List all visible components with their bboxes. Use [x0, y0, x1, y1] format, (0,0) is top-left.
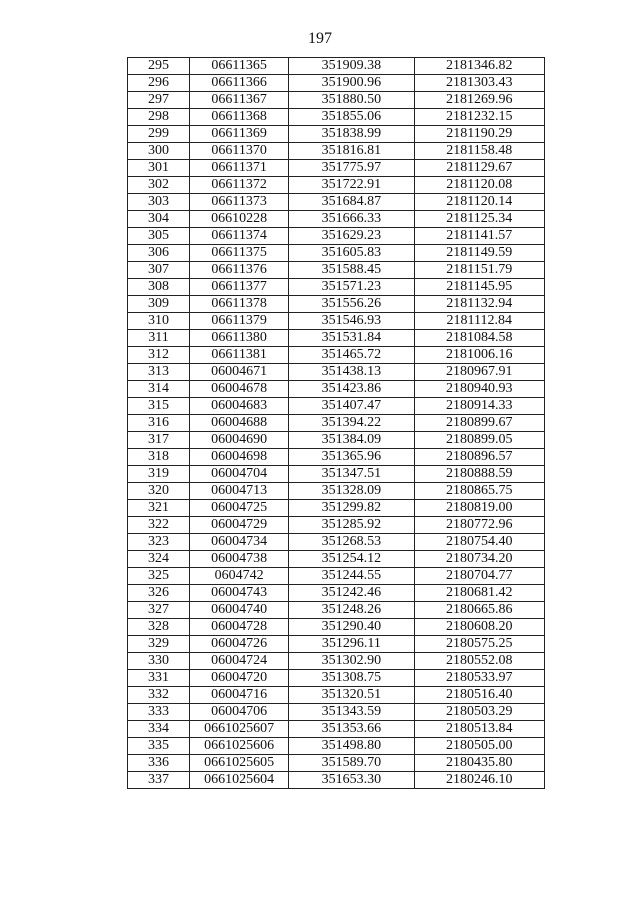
y-coordinate-cell: 2180516.40 [414, 687, 544, 704]
table-row [128, 534, 545, 551]
table-row [128, 670, 545, 687]
point-code-cell: 06611368 [189, 109, 288, 126]
point-code-cell: 06004743 [189, 585, 288, 602]
table-row [128, 160, 545, 177]
table-row [128, 483, 545, 500]
point-number-cell: 315 [128, 398, 190, 415]
point-code-cell: 06611379 [189, 313, 288, 330]
point-code-cell: 06611373 [189, 194, 288, 211]
point-number-cell: 295 [128, 58, 190, 75]
point-number-cell: 298 [128, 109, 190, 126]
table-row [128, 738, 545, 755]
point-code-cell: 06611370 [189, 143, 288, 160]
point-code-cell: 06611374 [189, 228, 288, 245]
point-number-cell: 319 [128, 466, 190, 483]
table-row [128, 364, 545, 381]
x-coordinate-cell: 351589.70 [289, 755, 414, 772]
point-number-cell: 310 [128, 313, 190, 330]
table-row [128, 279, 545, 296]
y-coordinate-cell: 2180704.77 [414, 568, 544, 585]
point-number-cell: 301 [128, 160, 190, 177]
point-code-cell: 06611381 [189, 347, 288, 364]
point-code-cell: 06611371 [189, 160, 288, 177]
point-number-cell: 303 [128, 194, 190, 211]
point-code-cell: 06004678 [189, 381, 288, 398]
point-number-cell: 325 [128, 568, 190, 585]
point-code-cell: 06611365 [189, 58, 288, 75]
point-code-cell: 06004683 [189, 398, 288, 415]
table-row [128, 517, 545, 534]
point-number-cell: 326 [128, 585, 190, 602]
y-coordinate-cell: 2180533.97 [414, 670, 544, 687]
x-coordinate-cell: 351365.96 [289, 449, 414, 466]
x-coordinate-cell: 351629.23 [289, 228, 414, 245]
x-coordinate-cell: 351290.40 [289, 619, 414, 636]
point-code-cell: 0661025605 [189, 755, 288, 772]
x-coordinate-cell: 351296.11 [289, 636, 414, 653]
y-coordinate-cell: 2181151.79 [414, 262, 544, 279]
point-number-cell: 321 [128, 500, 190, 517]
y-coordinate-cell: 2181190.29 [414, 126, 544, 143]
y-coordinate-cell: 2180681.42 [414, 585, 544, 602]
point-number-cell: 328 [128, 619, 190, 636]
x-coordinate-cell: 351285.92 [289, 517, 414, 534]
x-coordinate-cell: 351816.81 [289, 143, 414, 160]
y-coordinate-cell: 2181120.08 [414, 177, 544, 194]
point-code-cell: 06004706 [189, 704, 288, 721]
y-coordinate-cell: 2181120.14 [414, 194, 544, 211]
x-coordinate-cell: 351407.47 [289, 398, 414, 415]
y-coordinate-cell: 2181346.82 [414, 58, 544, 75]
y-coordinate-cell: 2180608.20 [414, 619, 544, 636]
table-row [128, 381, 545, 398]
point-number-cell: 305 [128, 228, 190, 245]
x-coordinate-cell: 351302.90 [289, 653, 414, 670]
y-coordinate-cell: 2181303.43 [414, 75, 544, 92]
x-coordinate-cell: 351722.91 [289, 177, 414, 194]
point-number-cell: 333 [128, 704, 190, 721]
x-coordinate-cell: 351268.53 [289, 534, 414, 551]
x-coordinate-cell: 351684.87 [289, 194, 414, 211]
y-coordinate-cell: 2180772.96 [414, 517, 544, 534]
point-number-cell: 327 [128, 602, 190, 619]
point-code-cell: 06611380 [189, 330, 288, 347]
point-code-cell: 06611372 [189, 177, 288, 194]
y-coordinate-cell: 2180505.00 [414, 738, 544, 755]
point-code-cell: 06004740 [189, 602, 288, 619]
y-coordinate-cell: 2181149.59 [414, 245, 544, 262]
point-number-cell: 317 [128, 432, 190, 449]
y-coordinate-cell: 2180503.29 [414, 704, 544, 721]
x-coordinate-cell: 351666.33 [289, 211, 414, 228]
point-code-cell: 06004688 [189, 415, 288, 432]
point-number-cell: 323 [128, 534, 190, 551]
table-row [128, 432, 545, 449]
x-coordinate-cell: 351556.26 [289, 296, 414, 313]
x-coordinate-cell: 351465.72 [289, 347, 414, 364]
point-number-cell: 337 [128, 772, 190, 789]
point-number-cell: 322 [128, 517, 190, 534]
point-code-cell: 06004713 [189, 483, 288, 500]
x-coordinate-cell: 351347.51 [289, 466, 414, 483]
point-number-cell: 307 [128, 262, 190, 279]
x-coordinate-cell: 351880.50 [289, 92, 414, 109]
x-coordinate-cell: 351242.46 [289, 585, 414, 602]
point-number-cell: 324 [128, 551, 190, 568]
point-number-cell: 335 [128, 738, 190, 755]
y-coordinate-cell: 2180734.20 [414, 551, 544, 568]
y-coordinate-cell: 2181129.67 [414, 160, 544, 177]
point-code-cell: 0661025604 [189, 772, 288, 789]
table-row [128, 347, 545, 364]
point-number-cell: 329 [128, 636, 190, 653]
point-number-cell: 331 [128, 670, 190, 687]
point-code-cell: 06004704 [189, 466, 288, 483]
point-number-cell: 297 [128, 92, 190, 109]
table-row [128, 126, 545, 143]
table-row [128, 194, 545, 211]
y-coordinate-cell: 2181112.84 [414, 313, 544, 330]
y-coordinate-cell: 2180665.86 [414, 602, 544, 619]
x-coordinate-cell: 351531.84 [289, 330, 414, 347]
x-coordinate-cell: 351244.55 [289, 568, 414, 585]
point-number-cell: 311 [128, 330, 190, 347]
y-coordinate-cell: 2181145.95 [414, 279, 544, 296]
x-coordinate-cell: 351909.38 [289, 58, 414, 75]
table-row [128, 568, 545, 585]
point-code-cell: 06004716 [189, 687, 288, 704]
x-coordinate-cell: 351248.26 [289, 602, 414, 619]
y-coordinate-cell: 2180899.05 [414, 432, 544, 449]
point-code-cell: 06611366 [189, 75, 288, 92]
x-coordinate-cell: 351605.83 [289, 245, 414, 262]
point-code-cell: 06611375 [189, 245, 288, 262]
table-row [128, 636, 545, 653]
x-coordinate-cell: 351328.09 [289, 483, 414, 500]
table-row [128, 109, 545, 126]
point-number-cell: 308 [128, 279, 190, 296]
table-row [128, 296, 545, 313]
table-row [128, 704, 545, 721]
y-coordinate-cell: 2180552.08 [414, 653, 544, 670]
x-coordinate-cell: 351254.12 [289, 551, 414, 568]
table-row [128, 262, 545, 279]
point-code-cell: 06004726 [189, 636, 288, 653]
table-row [128, 92, 545, 109]
point-code-cell: 06610228 [189, 211, 288, 228]
y-coordinate-cell: 2180435.80 [414, 755, 544, 772]
y-coordinate-cell: 2181232.15 [414, 109, 544, 126]
coordinates-table [127, 57, 545, 789]
x-coordinate-cell: 351353.66 [289, 721, 414, 738]
y-coordinate-cell: 2180819.00 [414, 500, 544, 517]
y-coordinate-cell: 2181084.58 [414, 330, 544, 347]
table-row [128, 602, 545, 619]
y-coordinate-cell: 2181141.57 [414, 228, 544, 245]
point-number-cell: 302 [128, 177, 190, 194]
table-row [128, 466, 545, 483]
x-coordinate-cell: 351900.96 [289, 75, 414, 92]
table-row [128, 721, 545, 738]
table-row [128, 415, 545, 432]
y-coordinate-cell: 2180940.93 [414, 381, 544, 398]
table-row [128, 585, 545, 602]
point-number-cell: 304 [128, 211, 190, 228]
table-row [128, 177, 545, 194]
point-code-cell: 06611377 [189, 279, 288, 296]
point-number-cell: 300 [128, 143, 190, 160]
x-coordinate-cell: 351394.22 [289, 415, 414, 432]
point-code-cell: 06004671 [189, 364, 288, 381]
table-row [128, 228, 545, 245]
point-code-cell: 06004725 [189, 500, 288, 517]
x-coordinate-cell: 351571.23 [289, 279, 414, 296]
point-code-cell: 06004734 [189, 534, 288, 551]
x-coordinate-cell: 351498.80 [289, 738, 414, 755]
y-coordinate-cell: 2180865.75 [414, 483, 544, 500]
y-coordinate-cell: 2181132.94 [414, 296, 544, 313]
table-row [128, 449, 545, 466]
point-number-cell: 296 [128, 75, 190, 92]
table-row [128, 313, 545, 330]
point-number-cell: 309 [128, 296, 190, 313]
y-coordinate-cell: 2180246.10 [414, 772, 544, 789]
table-row [128, 75, 545, 92]
point-number-cell: 316 [128, 415, 190, 432]
y-coordinate-cell: 2180914.33 [414, 398, 544, 415]
point-code-cell: 06611376 [189, 262, 288, 279]
table-row [128, 619, 545, 636]
point-number-cell: 306 [128, 245, 190, 262]
table-row [128, 211, 545, 228]
y-coordinate-cell: 2180896.57 [414, 449, 544, 466]
point-code-cell: 0661025607 [189, 721, 288, 738]
point-number-cell: 320 [128, 483, 190, 500]
y-coordinate-cell: 2180967.91 [414, 364, 544, 381]
x-coordinate-cell: 351855.06 [289, 109, 414, 126]
point-code-cell: 06611369 [189, 126, 288, 143]
x-coordinate-cell: 351299.82 [289, 500, 414, 517]
point-number-cell: 336 [128, 755, 190, 772]
y-coordinate-cell: 2180899.67 [414, 415, 544, 432]
point-code-cell: 06004720 [189, 670, 288, 687]
point-number-cell: 334 [128, 721, 190, 738]
point-number-cell: 318 [128, 449, 190, 466]
point-code-cell: 0661025606 [189, 738, 288, 755]
table-row [128, 500, 545, 517]
point-number-cell: 330 [128, 653, 190, 670]
y-coordinate-cell: 2180575.25 [414, 636, 544, 653]
table-row [128, 143, 545, 160]
x-coordinate-cell: 351308.75 [289, 670, 414, 687]
x-coordinate-cell: 351775.97 [289, 160, 414, 177]
table-row [128, 245, 545, 262]
x-coordinate-cell: 351838.99 [289, 126, 414, 143]
x-coordinate-cell: 351320.51 [289, 687, 414, 704]
point-code-cell: 06004729 [189, 517, 288, 534]
page-number: 197 [308, 30, 332, 47]
table-row [128, 755, 545, 772]
x-coordinate-cell: 351423.86 [289, 381, 414, 398]
y-coordinate-cell: 2180754.40 [414, 534, 544, 551]
x-coordinate-cell: 351384.09 [289, 432, 414, 449]
y-coordinate-cell: 2180513.84 [414, 721, 544, 738]
x-coordinate-cell: 351438.13 [289, 364, 414, 381]
table-row [128, 551, 545, 568]
point-code-cell: 06004738 [189, 551, 288, 568]
point-code-cell: 06004724 [189, 653, 288, 670]
point-code-cell: 06004690 [189, 432, 288, 449]
x-coordinate-cell: 351588.45 [289, 262, 414, 279]
y-coordinate-cell: 2181269.96 [414, 92, 544, 109]
point-number-cell: 332 [128, 687, 190, 704]
x-coordinate-cell: 351653.30 [289, 772, 414, 789]
table-row [128, 330, 545, 347]
table-row [128, 772, 545, 789]
table-row [128, 687, 545, 704]
table-row [128, 653, 545, 670]
point-number-cell: 314 [128, 381, 190, 398]
y-coordinate-cell: 2181158.48 [414, 143, 544, 160]
y-coordinate-cell: 2181006.16 [414, 347, 544, 364]
point-number-cell: 299 [128, 126, 190, 143]
x-coordinate-cell: 351546.93 [289, 313, 414, 330]
table-row [128, 398, 545, 415]
point-number-cell: 312 [128, 347, 190, 364]
point-code-cell: 06004698 [189, 449, 288, 466]
y-coordinate-cell: 2181125.34 [414, 211, 544, 228]
x-coordinate-cell: 351343.59 [289, 704, 414, 721]
point-code-cell: 06611367 [189, 92, 288, 109]
point-code-cell: 06611378 [189, 296, 288, 313]
point-code-cell: 06004728 [189, 619, 288, 636]
point-number-cell: 313 [128, 364, 190, 381]
table-row [128, 58, 545, 75]
point-code-cell: 0604742 [189, 568, 288, 585]
y-coordinate-cell: 2180888.59 [414, 466, 544, 483]
table-body [128, 58, 545, 789]
